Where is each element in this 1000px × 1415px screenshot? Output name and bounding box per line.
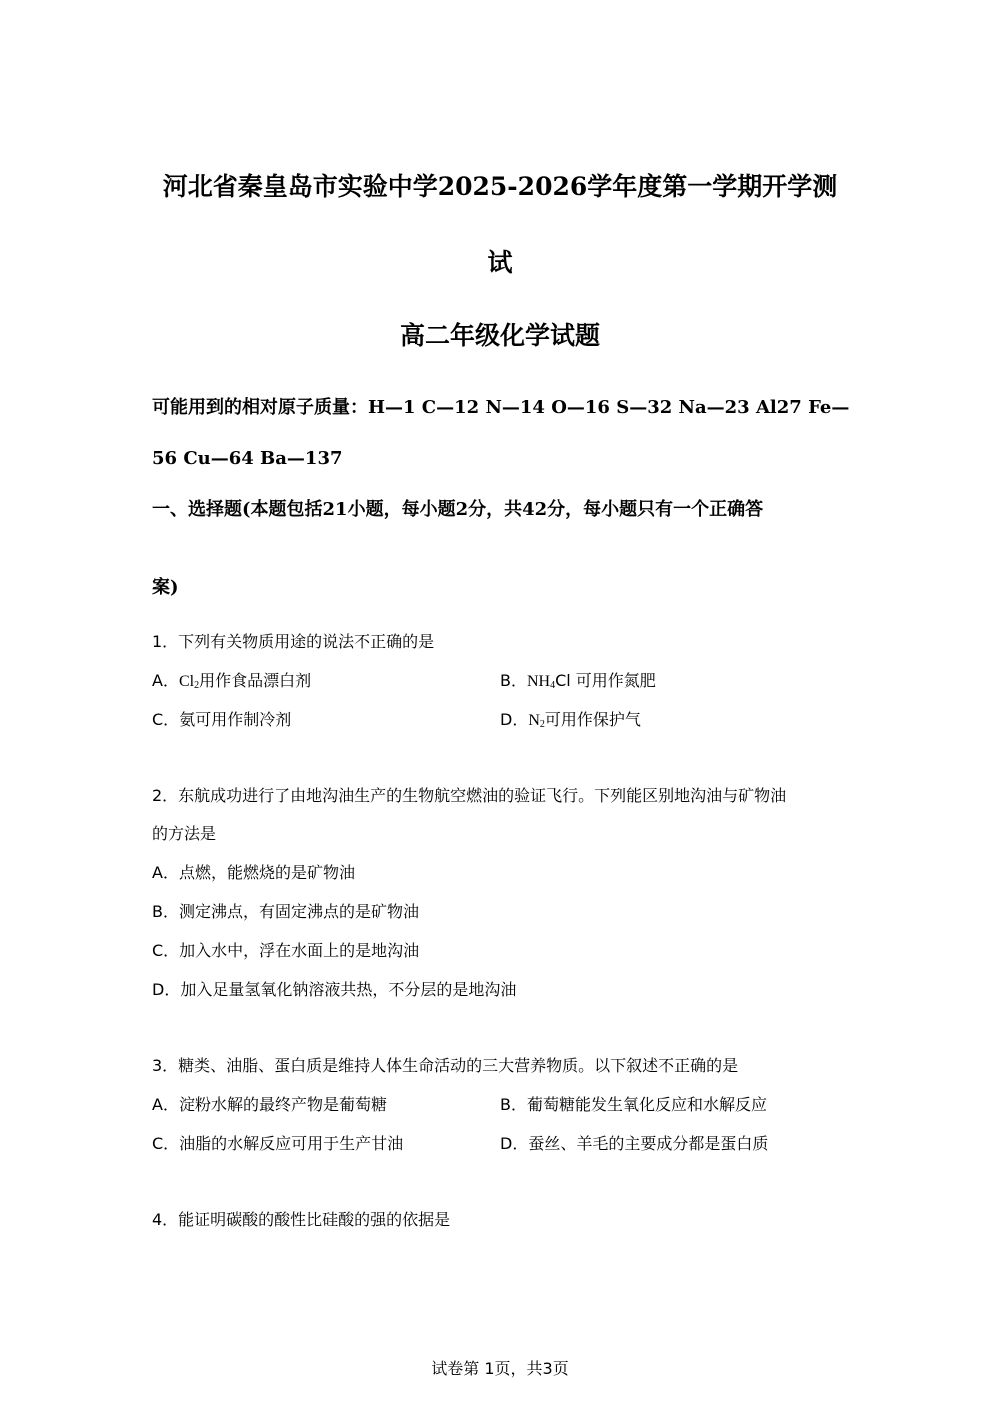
section-heading-line1: 一、选择题(本题包括21小题，每小题2分，共42分，每小题只有一个正确答 [152,499,764,520]
question-2-option-d: D．加入足量氢氧化钠溶液共热，不分层的是地沟油 [152,980,517,999]
question-2-stem-line2: 的方法是 [152,824,217,843]
question-1-option-a [152,670,311,697]
option-label: A． [152,671,179,690]
question-2-option-c: C．加入水中，浮在水面上的是地沟油 [152,941,420,960]
exam-title-line2: 试 [487,248,513,277]
question-1-option-b [500,670,656,697]
chem-formula: N [528,712,540,729]
page-footer: 试卷第 1页，共3页 [431,1359,569,1378]
question-3-option-c: C．油脂的水解反应可用于生产甘油 [152,1134,404,1153]
question-2-option-b: B．测定沸点，有固定沸点的是矿物油 [152,902,419,921]
question-1-option-c [152,709,291,731]
question-4-stem: 4．能证明碳酸的酸性比硅酸的强的依据是 [152,1210,451,1229]
question-1-option-d [500,709,641,736]
atomic-masses-line1: 可能用到的相对原子质量：H—1 C—12 N—14 O—16 S—32 Na—23 Al27 Fe— [152,397,850,418]
question-3-option-a: A．淀粉水解的最终产物是葡萄糖 [152,1095,387,1114]
chem-subscript: 2 [194,680,200,691]
chem-subscript: 2 [539,719,545,730]
option-label: C． [152,710,180,729]
question-2-option-a: A．点燃，能燃烧的是矿物油 [152,863,355,882]
chem-formula: Cl [178,673,195,690]
question-2-stem-line1: 2．东航成功进行了由地沟油生产的生物航空燃油的验证飞行。下列能区别地沟油与矿物油 [152,786,787,805]
question-3-stem: 3．糖类、油脂、蛋白质是维持人体生命活动的三大营养物质。以下叙述不正确的是 [152,1056,739,1075]
option-label: B． [500,671,527,690]
option-text: 氨可用作制冷剂 [179,710,292,729]
question-1-stem: 1．下列有关物质用途的说法不正确的是 [152,632,435,651]
exam-title-line1: 河北省秦皇岛市实验中学2025-2026学年度第一学期开学测 [162,172,838,201]
atomic-masses-line2: 56 Cu—64 Ba—137 [152,448,343,469]
question-3-option-b: B．葡萄糖能发生氧化反应和水解反应 [500,1095,767,1114]
section-heading-line2: 案) [152,577,179,598]
option-text: 用作食品漂白剂 [199,671,312,690]
option-text: Cl 可用作氮肥 [555,671,656,690]
exam-subtitle: 高二年级化学试题 [399,321,600,350]
option-text: 可用作保护气 [544,710,641,729]
chem-formula: NH [526,673,551,690]
question-3-option-d: D．蚕丝、羊毛的主要成分都是蛋白质 [500,1134,769,1153]
option-label: D． [500,710,529,729]
chem-subscript: 4 [550,680,556,691]
